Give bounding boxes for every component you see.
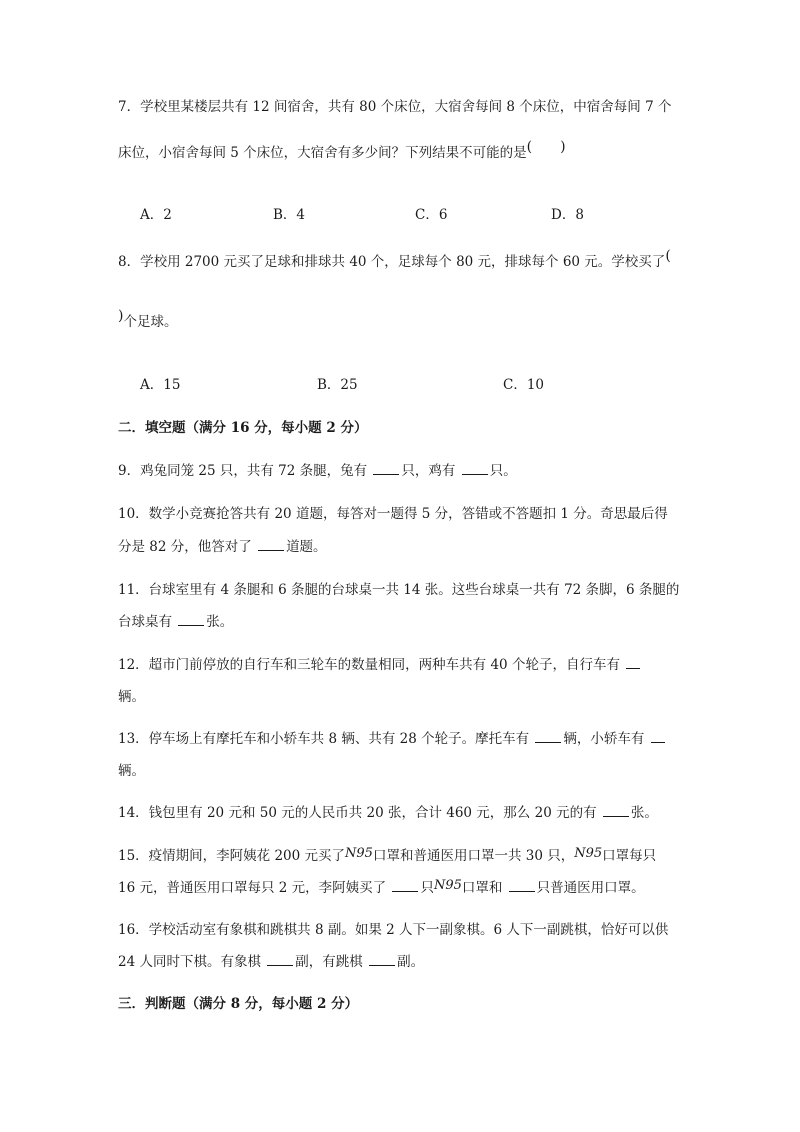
q11-line1: 11．台球室里有 4 条腿和 6 条腿的台球桌一共 14 张。这些台球桌一共有 72 条脚，6 条腿的 [118, 582, 680, 598]
q10-blank[interactable] [258, 537, 284, 551]
q15-text-b: 口罩和普通医用口罩一共 30 只， [372, 848, 575, 864]
q9-line [118, 461, 517, 481]
q12-blank[interactable] [626, 655, 640, 669]
q10-line2 [118, 537, 327, 557]
q16-blank-checkers[interactable] [369, 952, 395, 966]
q15-blank-n95[interactable] [392, 878, 418, 892]
q10-text-b: 道题。 [286, 539, 327, 555]
q16-blank-chess[interactable] [267, 952, 293, 966]
q16-text-b: 副，有跳棋 [295, 954, 363, 970]
q15-text-g: 只普通医用口罩。 [536, 880, 645, 896]
q13-line1 [118, 729, 667, 749]
q15-blank-medical[interactable] [509, 878, 535, 892]
q9-blank-chickens[interactable] [462, 461, 488, 475]
q15-text-d: 16 元，普通医用口罩每只 2 元，李阿姨买了 [118, 880, 387, 896]
q15-text-a: 15．疫情期间，李阿姨花 200 元买了 [118, 848, 346, 864]
q10-line1: 10．数学小竞赛抢答共有 20 道题，每答对一题得 5 分，答错或不答题扣 1 分。奇思最后得 [118, 506, 668, 522]
q14-text-b: 张。 [630, 805, 658, 821]
q8-option-a[interactable]: A．15 [140, 377, 181, 393]
q11-line2 [118, 612, 233, 632]
q9-text-c: 只。 [489, 463, 517, 479]
q8-option-c[interactable]: C．10 [503, 377, 545, 393]
q13-text-b: 辆，小轿车有 [563, 731, 645, 747]
q15-line1 [118, 846, 656, 867]
q15-text-e: 只 [420, 880, 434, 896]
q7-option-c[interactable]: C．6 [415, 207, 448, 223]
q9-text-a: 9．鸡兔同笼 25 只，共有 72 条腿，兔有 [118, 463, 368, 479]
q7-option-d[interactable]: D．8 [551, 207, 584, 223]
q15-n95-label-1: N95 [345, 846, 373, 861]
q7-line2-text: 床位，小宿舍每间 5 个床位，大宿舍有多少间？下列结果不可能的是 [118, 145, 527, 161]
q16-line1: 16．学校活动室有象棋和跳棋共 8 副。如果 2 人下一副象棋。6 人下一副跳棋，恰好可以供 [118, 922, 669, 938]
q8-line2 [118, 308, 178, 332]
q13-blank-cars[interactable] [651, 729, 665, 743]
q7-line1: 7．学校里某楼层共有 12 间宿舍，共有 80 个床位，大宿舍每间 8 个床位，中宿舍每间 7 个 [118, 99, 672, 115]
q16-text-a: 24 人同时下棋。有象棋 [118, 954, 261, 970]
q12-line1 [118, 655, 642, 675]
q8-line1 [118, 248, 671, 272]
q11-blank[interactable] [178, 612, 204, 626]
q12-text: 12．超市门前停放的自行车和三轮车的数量相同，两种车共有 40 个轮子，自行车有 [118, 657, 620, 673]
q8-paren-close: ) [118, 308, 124, 324]
q14-blank[interactable] [603, 803, 629, 817]
q7-option-a[interactable]: A．2 [140, 207, 172, 223]
q15-text-c: 口罩每只 [602, 848, 657, 864]
q7-line2 [118, 139, 566, 163]
q7-option-b[interactable]: B．4 [273, 207, 306, 223]
q13-text-a: 13．停车场上有摩托车和小轿车共 8 辆、共有 28 个轮子。摩托车有 [118, 731, 530, 747]
q8-line2-text: 个足球。 [123, 314, 178, 330]
q15-n95-label-2: N95 [574, 846, 603, 861]
q12-line2: 辆。 [118, 689, 145, 705]
q9-blank-rabbits[interactable] [373, 461, 399, 475]
q11-text-b: 张。 [206, 614, 234, 630]
q8-paren-open: ( [665, 248, 671, 264]
q13-line2: 辆。 [118, 763, 145, 779]
q8-option-b[interactable]: B．25 [317, 377, 358, 393]
q7-paren-open: ( [526, 139, 533, 155]
section3-title: 三．判断题（满分 8 分，每小题 2 分） [118, 996, 359, 1012]
q10-text-a: 分是 82 分，他答对了 [118, 539, 252, 555]
q8-line1-text: 8．学校用 2700 元买了足球和排球共 40 个，足球每个 80 元，排球每个 60 元。学校买了 [118, 254, 666, 270]
q9-text-b: 只，鸡有 [401, 463, 456, 479]
q15-line2 [118, 878, 645, 899]
q16-line2 [118, 952, 424, 972]
q13-blank-motorcycles[interactable] [535, 729, 561, 743]
section2-title: 二．填空题（满分 16 分，每小题 2 分） [118, 420, 368, 436]
q14-line [118, 803, 658, 823]
q16-text-c: 副。 [397, 954, 425, 970]
q11-text-a: 台球桌有 [118, 614, 172, 630]
q15-text-f: 口罩和 [461, 880, 503, 896]
q15-n95-label-3: N95 [433, 878, 462, 893]
q14-text-a: 14．钱包里有 20 元和 50 元的人民币共 20 张，合计 460 元，那么 20 元的有 [118, 805, 597, 821]
q7-paren-close: ) [560, 139, 566, 155]
